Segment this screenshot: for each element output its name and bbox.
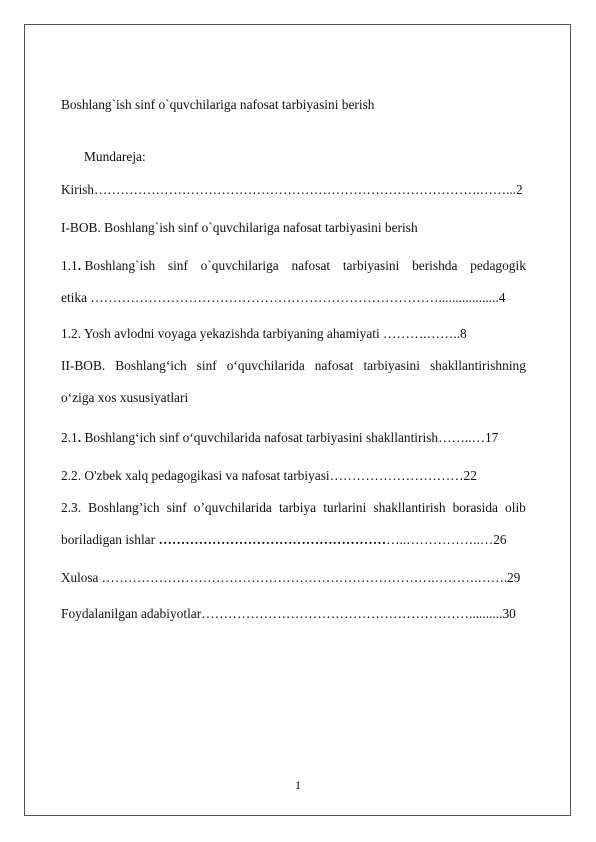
toc-section-1-1-cont: etika ……………………………………………………………………..................4 <box>61 290 506 305</box>
toc-word: berishda <box>412 258 458 273</box>
toc-intro: Kirish…………………………………………………………………………….……...2 <box>61 182 523 197</box>
toc-section-2-1: 2.1. Boshlang‘ich sinf o‘quvchilarida nafosat tarbiyasini shakllantirish……..…17 <box>61 430 499 445</box>
toc-chapter-2 <box>61 358 526 374</box>
toc-word: nafosat <box>314 358 354 373</box>
toc-word: olib <box>505 500 526 515</box>
toc-section-2-3 <box>61 500 526 516</box>
page-number: 1 <box>295 778 301 792</box>
toc-section-1-1 <box>61 258 526 274</box>
toc-chapter-2-cont: o‘ziga xos xususiyatlari <box>61 390 189 405</box>
toc-word: 2.3. <box>61 500 82 515</box>
toc-word: borasida <box>452 500 498 515</box>
toc-section-2-3-cont: boriladigan ishlar ………………………………………………..……………..…26 <box>61 532 507 547</box>
toc-word: sinf <box>196 358 217 373</box>
toc-word: o`quvchilariga <box>200 258 279 273</box>
toc-word: tarbiya <box>278 500 317 515</box>
toc-section-1-2: 1.2. Yosh avlodni voyaga yekazishda tarbiyaning ahamiyati ……….……..8 <box>61 326 467 341</box>
toc-references: Foydalanilgan adabiyotlar……………………………………………………..........30 <box>61 606 516 621</box>
toc-conclusion: Xulosa ………………………………………………………………….……….…….29 <box>61 570 521 585</box>
toc-section-1-1-start: 1.1. Boshlang`ish <box>61 258 156 273</box>
toc-word: o’quvchilarida <box>193 500 272 515</box>
toc-word: Boshlang‘ich <box>115 358 187 373</box>
toc-section-2-2: 2.2. O'zbek xalq pedagogikasi va nafosat tarbiyasi…………………………22 <box>61 468 477 483</box>
toc-word: tarbiyasini <box>363 358 420 373</box>
document-title: Boshlang`ish sinf o`quvchilariga nafosat tarbiyasini berish <box>61 97 375 112</box>
toc-word: pedagogik <box>470 258 526 273</box>
toc-word: sinf <box>167 258 188 273</box>
page-border <box>24 24 571 816</box>
toc-word: Boshlang’ich <box>88 500 160 515</box>
toc-word: turlarini <box>323 500 367 515</box>
toc-word: nafosat <box>291 258 331 273</box>
toc-word: sinf <box>166 500 187 515</box>
toc-word: o‘quvchilarida <box>226 358 305 373</box>
toc-chapter-1: I-BOB. Boshlang`ish sinf o`quvchilariga nafosat tarbiyasini berish <box>61 220 418 235</box>
contents-heading: Mundareja: <box>84 149 146 164</box>
toc-word: shakllantirishning <box>429 358 526 373</box>
toc-word: shakllantirish <box>373 500 446 515</box>
toc-word: II-BOB. <box>61 358 106 373</box>
toc-word: tarbiyasini <box>342 258 400 273</box>
